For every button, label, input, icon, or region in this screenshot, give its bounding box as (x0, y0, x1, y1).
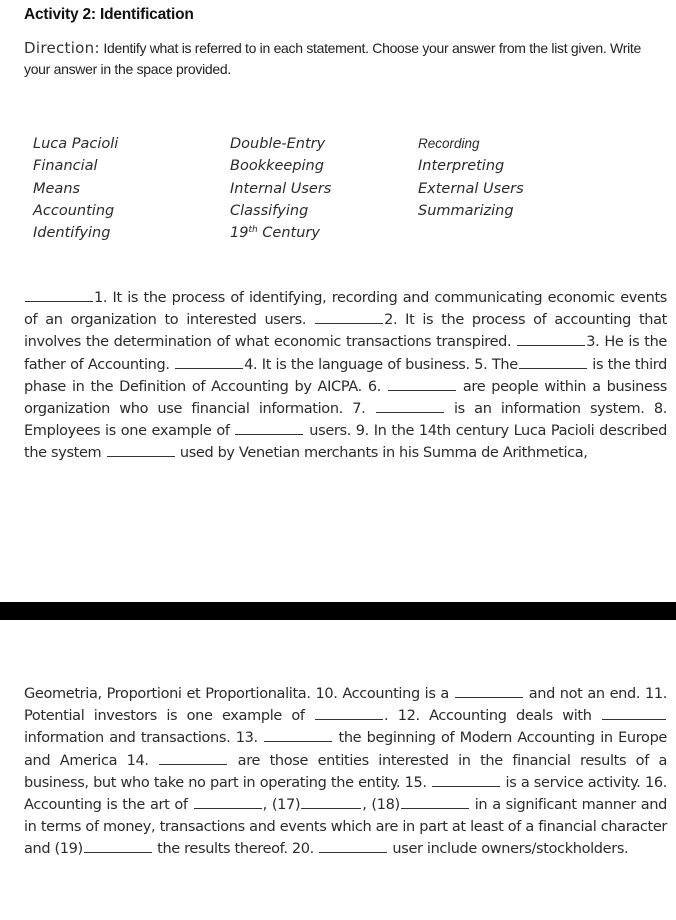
statement-18: in a significant manner and in terms of money, transactions and events which are in part at least of a financial character and (24, 797, 667, 858)
answer-blank-10[interactable] (455, 685, 523, 698)
statement-1: 1. It is the process of identifying, recording and communicating economic events of an organization to interested users. (24, 290, 667, 329)
word-choice: Internal Users (230, 180, 332, 197)
ordinal-suffix: th (248, 225, 258, 236)
statement-15: is a service activity. 16. Accounting is the art of (24, 774, 667, 814)
statement-3: 3. He is the father of Accounting. (24, 334, 667, 373)
statement-17: , (18) (362, 797, 400, 814)
statement-7: is an information system. 8. Employees is one example of (24, 401, 667, 440)
word-choice: Means (33, 180, 81, 197)
word-choice-century (230, 222, 331, 244)
answer-blank-18[interactable] (401, 796, 469, 809)
item-17-label: (17) (271, 797, 301, 814)
statement-14: are those entities interested in the financial results of a business, but who take no part in operating the entity. 15. (24, 752, 668, 791)
statement-16: , (262, 797, 272, 814)
word-list-column-3 (418, 133, 524, 222)
answer-blank-5[interactable] (519, 356, 587, 369)
statement-20: user include owners/stockholders. (388, 841, 629, 858)
statement-11: . 12. Accounting deals with (384, 708, 601, 725)
statement-2: 2. It is the process of accounting that involves the determination of what economic transactions transpired. (24, 312, 667, 351)
word-choice: Bookkeeping (230, 158, 324, 175)
answer-blank-8[interactable] (235, 422, 303, 435)
answer-blank-9[interactable] (107, 444, 175, 457)
page-divider-bar (0, 602, 676, 620)
century-label: Century (257, 225, 320, 242)
answer-blank-7[interactable] (376, 400, 444, 413)
word-choice: Recording (418, 136, 480, 151)
answer-blank-6[interactable] (388, 378, 456, 391)
answer-blank-11[interactable] (315, 707, 383, 720)
statement-4: 4. It is the language of business. 5. The (244, 356, 518, 373)
answer-blank-20[interactable] (319, 840, 387, 853)
century-number: 19 (230, 225, 249, 242)
word-choice: External Users (418, 180, 524, 197)
answer-blank-4[interactable] (175, 356, 243, 369)
item-19-label: (19) (54, 841, 83, 858)
word-choice: Interpreting (418, 158, 505, 175)
direction-body: Identify what is referred to in each statement. Choose your answer from the list given. Write your answer in the space provided. (24, 40, 641, 77)
statement-9-continued: Geometria, Proportioni et Proportionalita. 10. Accounting is a (24, 686, 454, 702)
statement-9: used by Venetian merchants in his Summa de Arithmetica, (175, 445, 588, 462)
direction-label: Direction: (24, 39, 100, 57)
statement-12: information and transactions. 13. (24, 730, 264, 747)
word-choice: Luca Pacioli (33, 136, 119, 152)
answer-blank-14[interactable] (159, 752, 227, 765)
word-choice: Financial (33, 158, 98, 175)
statement-10: and not an end. 11. Potential investors is one example of (24, 686, 668, 725)
statement-6: are people within a business organization who use financial information. 7. (24, 378, 667, 418)
statements-paragraph-2 (24, 683, 667, 861)
statement-5: is the third phase in the Definition of Accounting by AICPA. 6. (24, 356, 667, 395)
answer-blank-1[interactable] (25, 289, 93, 302)
answer-blank-17[interactable] (301, 796, 361, 809)
statement-8: users. 9. In the 14th century Luca Pacioli described the system (24, 423, 667, 462)
direction-text (24, 38, 654, 80)
answer-blank-16[interactable] (194, 796, 262, 809)
word-list-column-1 (33, 133, 118, 244)
answer-blank-2[interactable] (315, 311, 383, 324)
statement-19: the results thereof. 20. (152, 841, 319, 858)
answer-blank-3[interactable] (517, 333, 585, 346)
word-choice: Summarizing (418, 202, 514, 219)
word-choice: Double-Entry (230, 136, 326, 152)
activity-title: Activity 2: Identification (24, 6, 194, 23)
statement-13: the beginning of Modern Accounting in Europe and America 14. (24, 730, 667, 769)
statements-paragraph-1 (24, 287, 667, 465)
answer-blank-15[interactable] (432, 774, 500, 787)
answer-blank-12[interactable] (602, 707, 666, 720)
word-choice: Identifying (33, 225, 111, 242)
word-list-column-2 (230, 133, 331, 244)
answer-blank-19[interactable] (84, 840, 152, 853)
word-choice: Accounting (33, 202, 115, 219)
answer-blank-13[interactable] (264, 729, 332, 742)
word-choice: Classifying (230, 202, 309, 219)
